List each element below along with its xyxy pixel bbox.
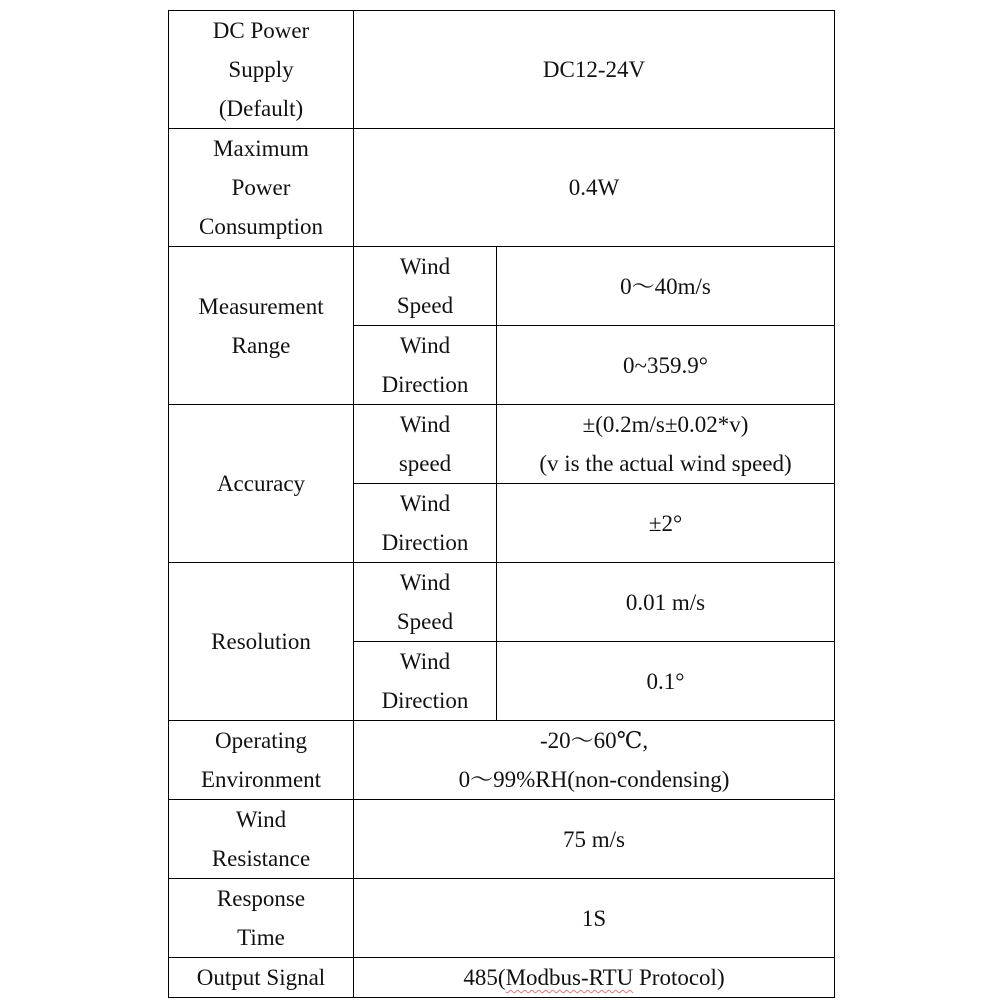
- row-label: DC Power Supply (Default): [169, 11, 354, 129]
- table-row: [169, 800, 835, 879]
- row-value: 1S: [354, 879, 835, 958]
- sub-label: Wind Direction: [354, 326, 497, 405]
- row-label: Wind Resistance: [169, 800, 354, 879]
- sub-label: Wind Direction: [354, 642, 497, 721]
- table-row: [169, 958, 835, 998]
- spellcheck-underlined-text: Modbus-RTU: [505, 965, 634, 990]
- table-row: [169, 129, 835, 247]
- table-row: [169, 247, 835, 326]
- row-label: Output Signal: [169, 958, 354, 998]
- row-value: [354, 958, 835, 998]
- row-value: -20～60℃, 0～99%RH(non-condensing): [354, 721, 835, 800]
- row-label: Measurement Range: [169, 247, 354, 405]
- row-value: ±(0.2m/s±0.02*v) (v is the actual wind speed): [497, 405, 835, 484]
- value-prefix: 485(: [463, 965, 506, 990]
- spec-table: [168, 10, 835, 998]
- sub-label: Wind Speed: [354, 563, 497, 642]
- sub-label: Wind speed: [354, 405, 497, 484]
- row-value: 0.1°: [497, 642, 835, 721]
- row-value: 0~359.9°: [497, 326, 835, 405]
- row-value: 0～40m/s: [497, 247, 835, 326]
- row-label: Operating Environment: [169, 721, 354, 800]
- table-row: [169, 563, 835, 642]
- row-value: 0.4W: [354, 129, 835, 247]
- table-row: [169, 11, 835, 129]
- row-label: Accuracy: [169, 405, 354, 563]
- row-label: Resolution: [169, 563, 354, 721]
- sub-label: Wind Direction: [354, 484, 497, 563]
- row-value: ±2°: [497, 484, 835, 563]
- row-value: 75 m/s: [354, 800, 835, 879]
- value-suffix: Protocol): [633, 965, 725, 990]
- table-row: [169, 879, 835, 958]
- table-row: [169, 405, 835, 484]
- row-value: 0.01 m/s: [497, 563, 835, 642]
- row-label: Response Time: [169, 879, 354, 958]
- sub-label: Wind Speed: [354, 247, 497, 326]
- row-value: DC12-24V: [354, 11, 835, 129]
- table-row: [169, 721, 835, 800]
- row-label: Maximum Power Consumption: [169, 129, 354, 247]
